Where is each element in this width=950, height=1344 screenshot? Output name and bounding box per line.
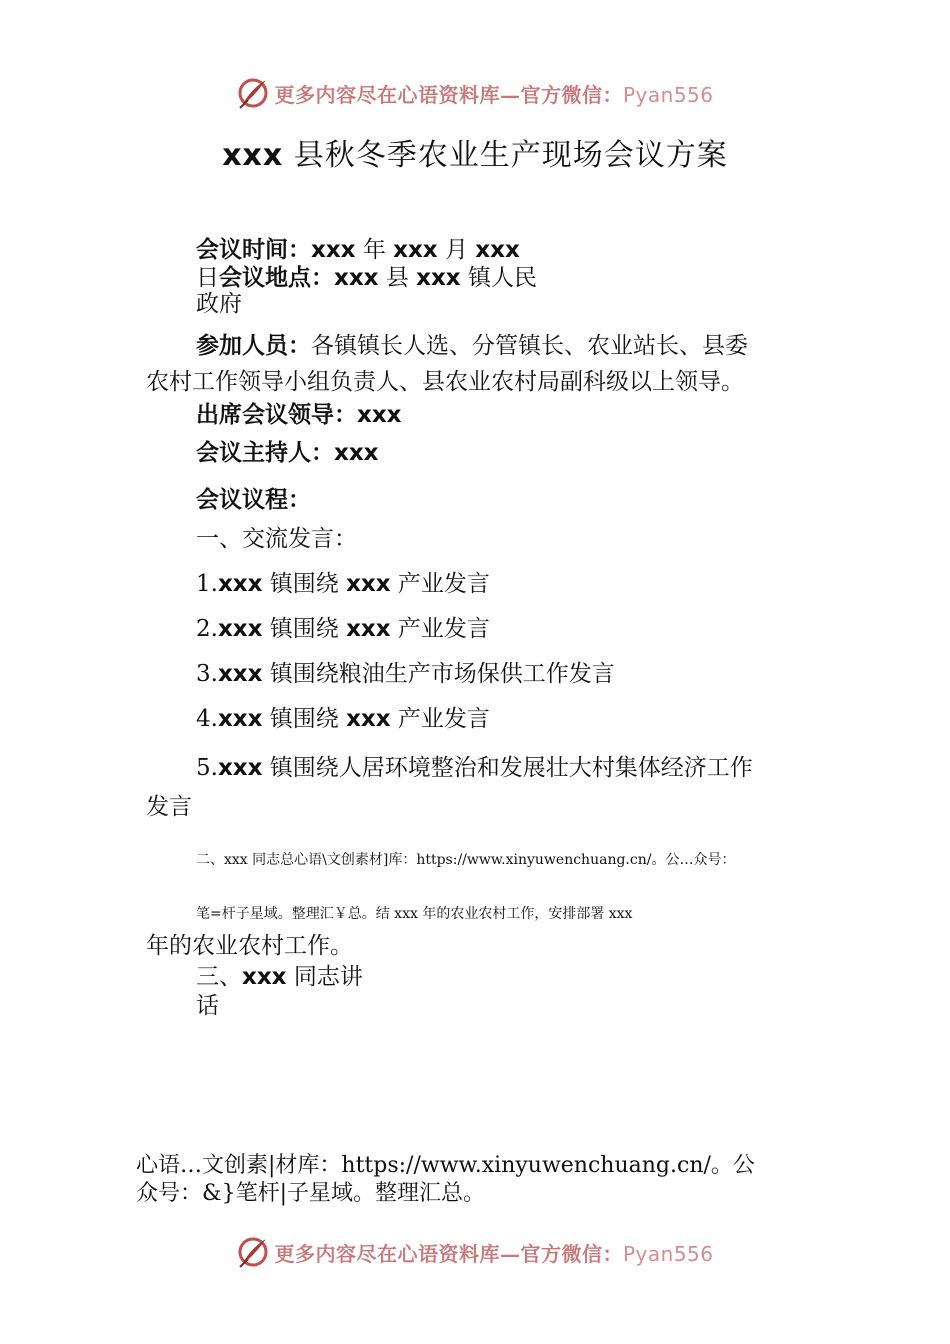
meeting-time-day-value: xxx	[475, 237, 520, 263]
section-3-text: 同志讲	[293, 964, 363, 990]
agenda-section-2-line1: 二、xxx 同志总心语\文创素材]库：https://www.xinyuwenchuang.cn/。公…众号：	[196, 852, 736, 868]
page-title	[0, 130, 950, 174]
meeting-place-cont: 政府	[196, 291, 242, 317]
agenda-item-d: 产业发言	[397, 616, 490, 642]
agenda-item-3	[196, 660, 615, 688]
section-3-prefix: 三、	[196, 964, 242, 990]
leader-line	[196, 401, 402, 429]
meeting-place-town: 镇人民	[467, 265, 537, 291]
agenda-item-a: xxx	[217, 571, 263, 597]
agenda-item-num: 4.	[196, 706, 218, 732]
meeting-time-value: xxx	[311, 237, 356, 263]
agenda-item-a: xxx	[217, 755, 263, 781]
host-value: xxx	[334, 440, 379, 466]
agenda-item-b: 镇围绕人居环境整治和发展壮大村集体经济工作	[269, 755, 753, 781]
agenda-label: 会议议程：	[196, 487, 311, 513]
attendees-text: 各镇镇长人选、分管镇长、农业站长、县委	[311, 333, 748, 359]
agenda-item-a: xxx	[217, 706, 263, 732]
agenda-section-2-line2: 笔=杆子星域。整理汇￥总。结 xxx 年的农业农村工作，安排部署 xxx	[196, 906, 633, 922]
meeting-time-line	[196, 236, 520, 264]
agenda-item-4	[196, 705, 490, 733]
meeting-place-line	[196, 264, 537, 292]
agenda-item-num: 1.	[196, 571, 218, 597]
agenda-section-3-cont: 话	[196, 993, 219, 1019]
meeting-place-county: 县	[385, 265, 409, 291]
meeting-time-label: 会议时间：	[196, 237, 311, 263]
agenda-item-num: 5.	[196, 755, 218, 781]
host-line	[196, 439, 379, 467]
meeting-place-value: xxx	[334, 265, 379, 291]
agenda-section-3	[196, 963, 363, 991]
leader-label: 出席会议领导：	[196, 402, 357, 428]
meeting-place-label: 会议地点：	[219, 265, 334, 291]
footer-line1: 心语…文创素|材库：https://www.xinyuwenchuang.cn/。公	[136, 1153, 755, 1178]
agenda-item-c: xxx	[346, 616, 391, 642]
agenda-item-b: 镇围绕	[269, 571, 339, 597]
footer-line2: 众号：&}笔杆|子星域。整理汇总。	[136, 1181, 485, 1206]
agenda-item-5	[196, 754, 753, 782]
section-3-x: xxx	[242, 964, 287, 990]
meeting-time-day: 日	[196, 265, 219, 291]
meeting-time-month: 月	[444, 237, 468, 263]
agenda-item-5-cont: 发言	[146, 794, 192, 820]
agenda-item-1	[196, 570, 490, 598]
pen-feather-logo-icon	[236, 1235, 270, 1269]
attendees-line	[196, 332, 748, 360]
agenda-item-d: 产业发言	[397, 706, 490, 732]
banner-text: 更多内容尽在心语资料库—官方微信：	[274, 1241, 623, 1266]
agenda-item-d: 产业发言	[397, 571, 490, 597]
attendees-label: 参加人员：	[196, 333, 311, 359]
agenda-item-b: 镇围绕	[269, 616, 339, 642]
meeting-time-month-value: xxx	[393, 237, 438, 263]
banner-text: 更多内容尽在心语资料库—官方微信：	[274, 82, 623, 107]
agenda-item-a: xxx	[217, 616, 263, 642]
agenda-item-c: xxx	[346, 571, 391, 597]
title-prefix: xxx	[222, 138, 284, 173]
top-banner	[0, 73, 950, 113]
attendees-line2: 农村工作领导小组负责人、县农业农村局副科级以上领导。	[146, 369, 744, 395]
agenda-item-b: 镇围绕粮油生产市场保供工作发言	[269, 661, 615, 687]
host-label: 会议主持人：	[196, 440, 334, 466]
agenda-section-1: 一、交流发言：	[196, 526, 357, 552]
agenda-item-a: xxx	[217, 661, 263, 687]
agenda-item-b: 镇围绕	[269, 706, 339, 732]
agenda-item-2	[196, 615, 490, 643]
bottom-banner	[0, 1232, 950, 1272]
title-text: 县秋冬季农业生产现场会议方案	[293, 138, 728, 173]
pen-feather-logo-icon	[236, 76, 270, 110]
agenda-section-2-line3: 年的农业农村工作。	[146, 933, 353, 959]
meeting-place-town-value: xxx	[416, 265, 461, 291]
banner-wechat-id: Pyan556	[622, 1241, 714, 1266]
leader-value: xxx	[357, 402, 402, 428]
banner-wechat-id: Pyan556	[622, 82, 714, 107]
agenda-item-c: xxx	[346, 706, 391, 732]
meeting-time-year: 年	[362, 237, 386, 263]
agenda-item-num: 3.	[196, 661, 218, 687]
agenda-item-num: 2.	[196, 616, 218, 642]
